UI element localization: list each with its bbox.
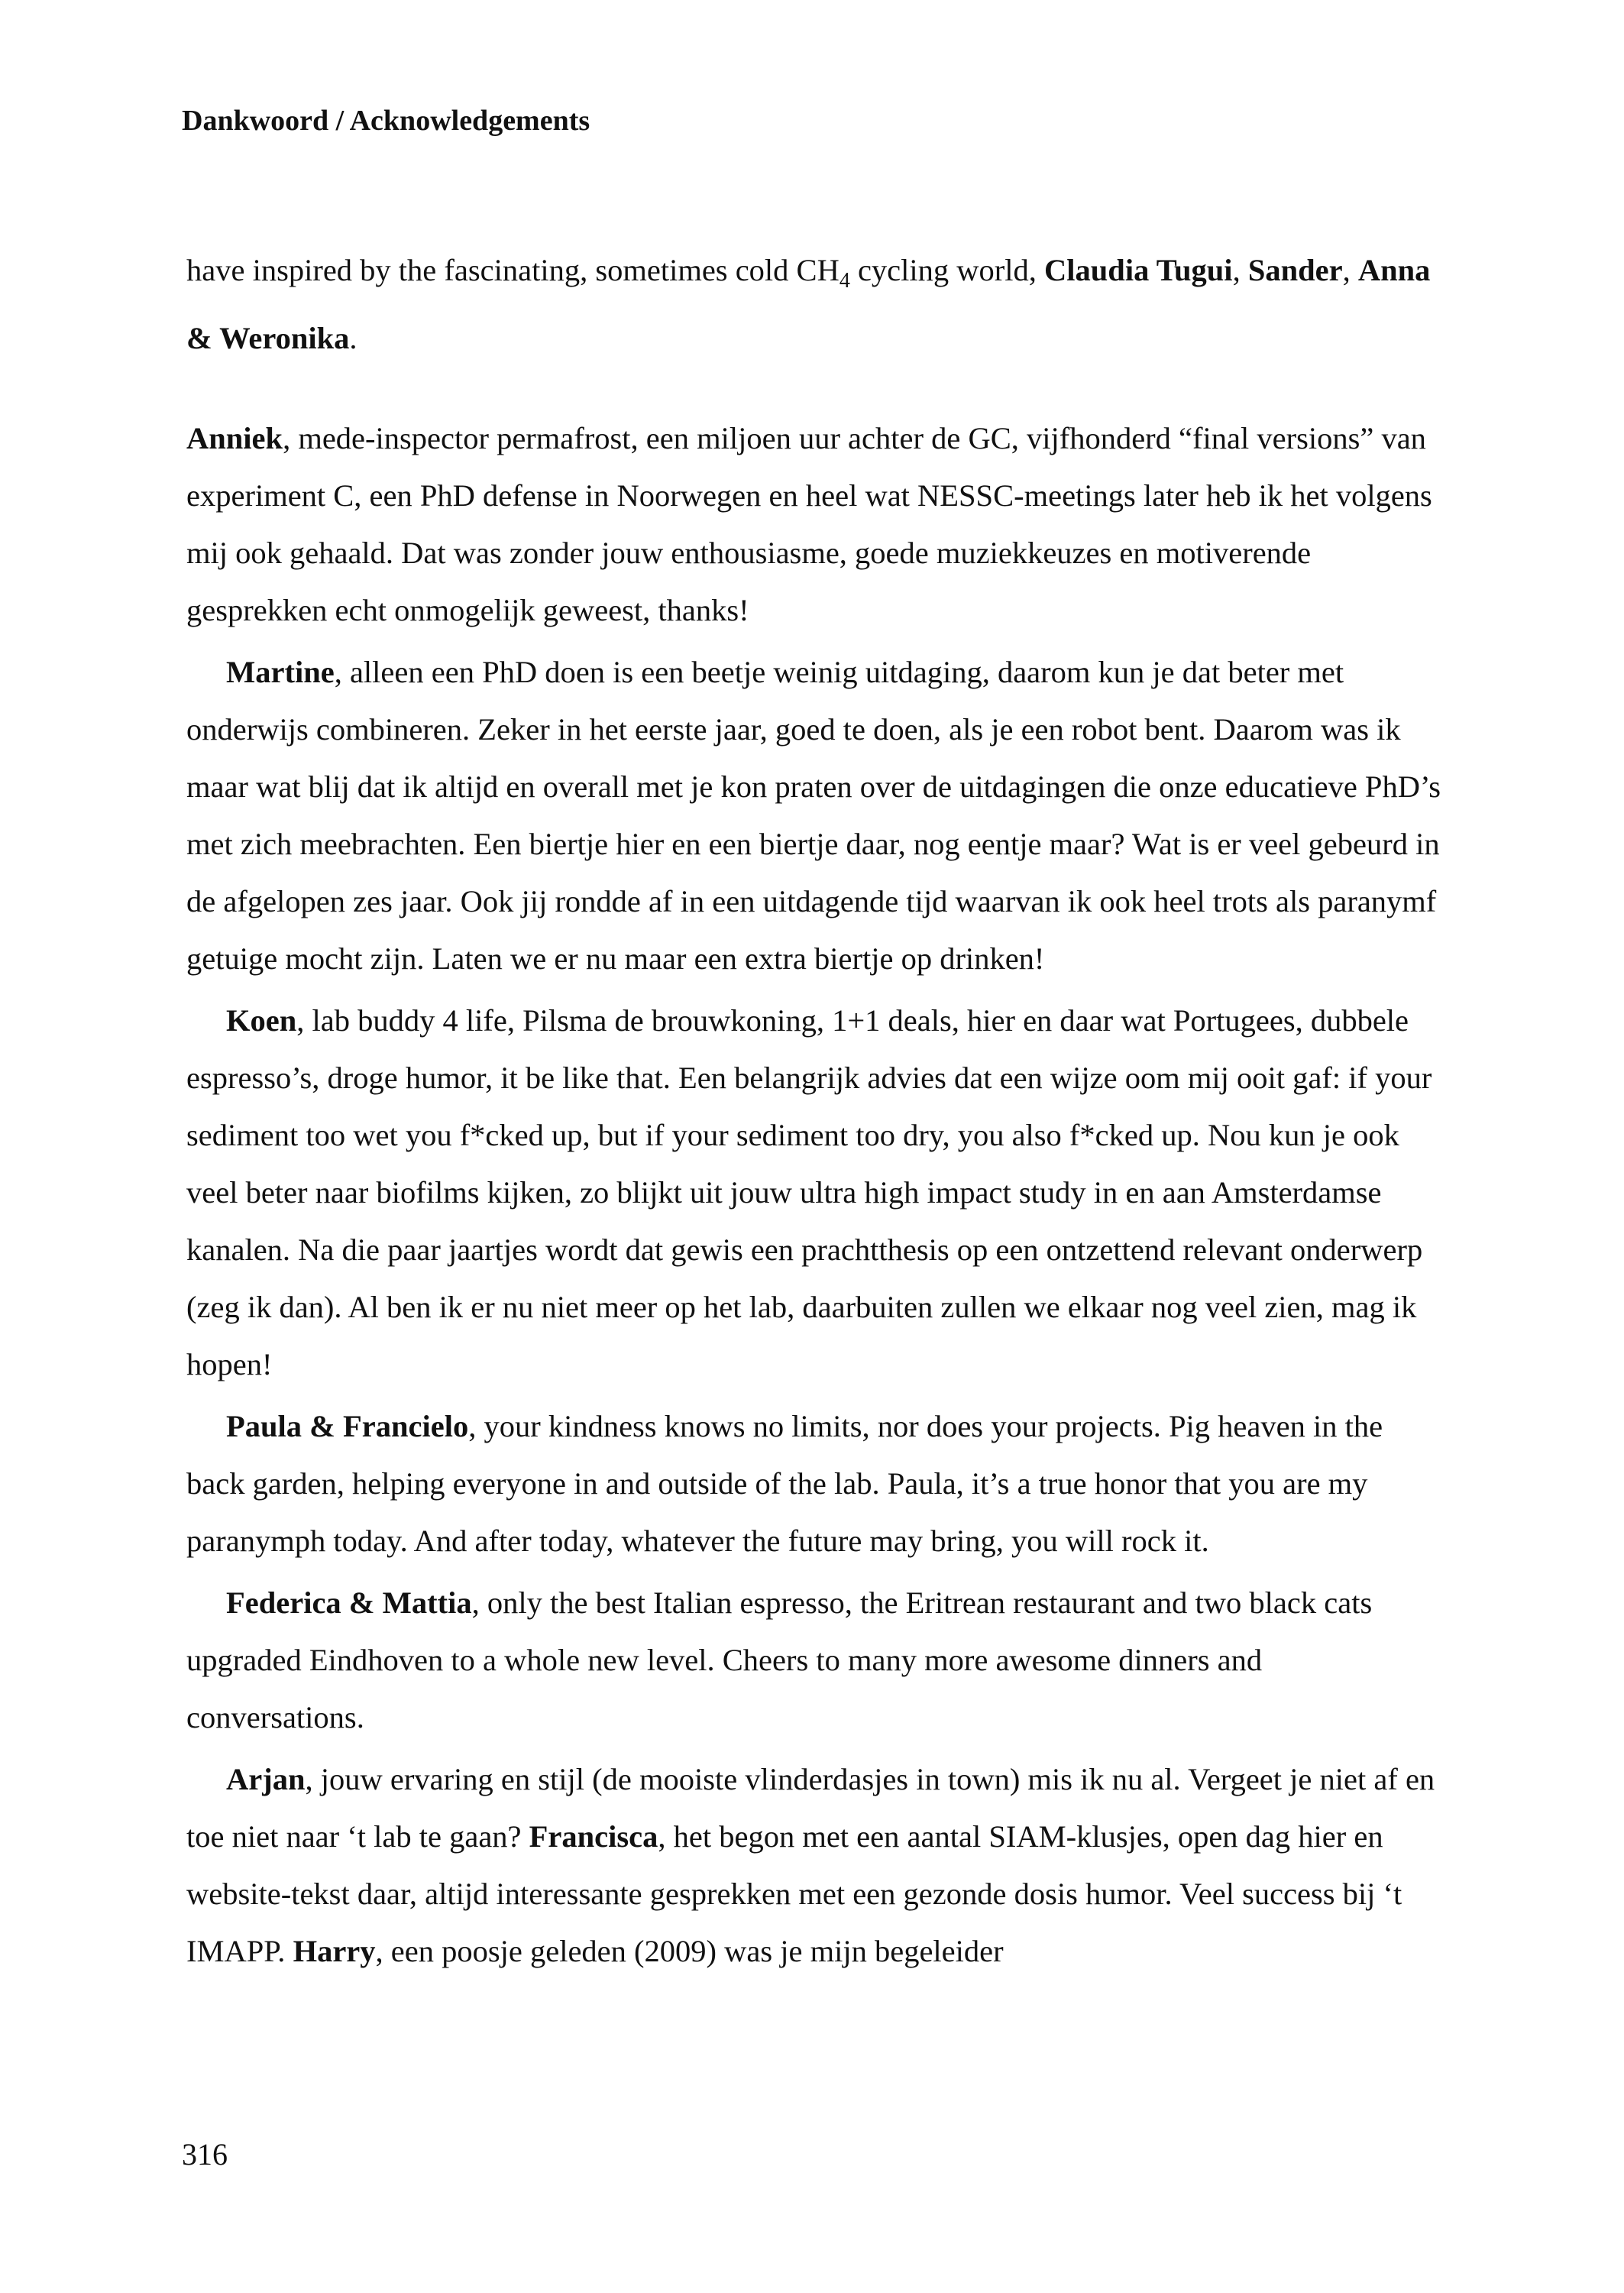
text-run: , mede-inspector permafrost, een miljoen uur achter de GC, vijfhonderd “final versions” van experiment C, een PhD defense in Noorwegen en heel wat NESSC-meetings later heb ik het volgens mij ook gehaald. Dat was zonder jouw enthousiasme, goede muziekkeuzes en motiverende gesprekken echt onmogelijk geweest, thanks! <box>186 421 1432 627</box>
paragraph <box>186 1574 1447 1746</box>
text-run: , alleen een PhD doen is een beetje weinig uitdaging, daarom kun je dat beter met onderwijs combineren. Zeker in het eerste jaar, goed te doen, als je een robot bent. Daarom was ik maar wat blij dat ik altijd en overall met je kon praten over de uitdagingen die onze educatieve PhD’s met zich meebrachten. Een biertje hier en een biertje daar, nog eentje maar? Wat is er veel gebeurd in de afgelopen zes jaar. Ook jij rondde af in een uitdagende tijd waarvan ik ook heel trots als paranymf getuige mocht zijn. Laten we er nu maar een extra biertje op drinken! <box>186 655 1441 976</box>
person-name: Sander <box>1247 253 1343 287</box>
person-name: Federica & Mattia <box>226 1585 472 1620</box>
text-run: , het begon met een aantal SIAM-klusjes, open dag hier en website-tekst daar, altijd interessante gesprekken met een gezonde dosis humor. Veel success bij ‘t IMAPP. <box>186 1819 1402 1968</box>
text-run: , <box>1232 253 1248 287</box>
person-name: Martine <box>226 655 335 689</box>
text-run: , jouw ervaring en stijl (de mooiste vlinderdasjes in town) mis ik nu al. Vergeet je niet af en toe niet naar ‘t lab te gaan? <box>186 1762 1435 1854</box>
subscript: 4 <box>839 269 850 293</box>
text-run: . <box>349 321 357 356</box>
text-run: , een poosje geleden (2009) was je mijn begeleider <box>375 1934 1004 1968</box>
paragraph <box>186 241 1447 367</box>
person-name: Claudia Tugui <box>1044 253 1233 287</box>
text-run: , your kindness knows no limits, nor does your projects. Pig heaven in the back garden, helping everyone in and outside of the lab. Paula, it’s a true honor that you are my paranymph today. And after today, whatever the future may bring, you will rock it. <box>186 1409 1383 1558</box>
paragraph <box>186 1751 1447 1980</box>
running-header: Dankwoord / Acknowledgements <box>182 105 590 137</box>
main-block <box>186 410 1447 1980</box>
text-run: have inspired by the fascinating, sometimes cold CH <box>186 253 839 287</box>
person-name: Francisca <box>529 1819 658 1854</box>
person-name: Koen <box>226 1003 297 1038</box>
text-run: , <box>1342 253 1358 287</box>
person-name: Anniek <box>186 421 283 455</box>
person-name: Harry <box>293 1934 376 1968</box>
paragraph <box>186 410 1447 639</box>
person-name: Paula & Francielo <box>226 1409 469 1443</box>
person-name: Arjan <box>226 1762 306 1796</box>
text-run: , only the best Italian espresso, the Eritrean restaurant and two black cats upgraded Eindhoven to a whole new level. Cheers to many more awesome dinners and conversations. <box>186 1585 1373 1734</box>
page-number: 316 <box>182 2137 228 2172</box>
person-name: Anna & Weronika <box>186 253 1431 356</box>
intro-block <box>186 241 1447 367</box>
text-run: cycling world, <box>849 253 1045 287</box>
text-run: , lab buddy 4 life, Pilsma de brouwkoning, 1+1 deals, hier en daar wat Portugees, dubbele espresso’s, droge humor, it be like that. Een belangrijk advies dat een wijze oom mij ooit gaf: if your sediment too wet you f*cked up, but if your sediment too dry, you also f*cked up. Nou kun je ook veel beter naar biofilms kijken, zo blijkt uit jouw ultra high impact study in en aan Amsterdamse kanalen. Na die paar jaartjes wordt dat gewis een prachtthesis op een ontzettend relevant onderwerp (zeg ik dan). Al ben ik er nu niet meer op het lab, daarbuiten zullen we elkaar nog veel zien, mag ik hopen! <box>186 1003 1432 1381</box>
paragraph <box>186 643 1447 987</box>
paragraph <box>186 1397 1447 1569</box>
paragraph <box>186 992 1447 1393</box>
